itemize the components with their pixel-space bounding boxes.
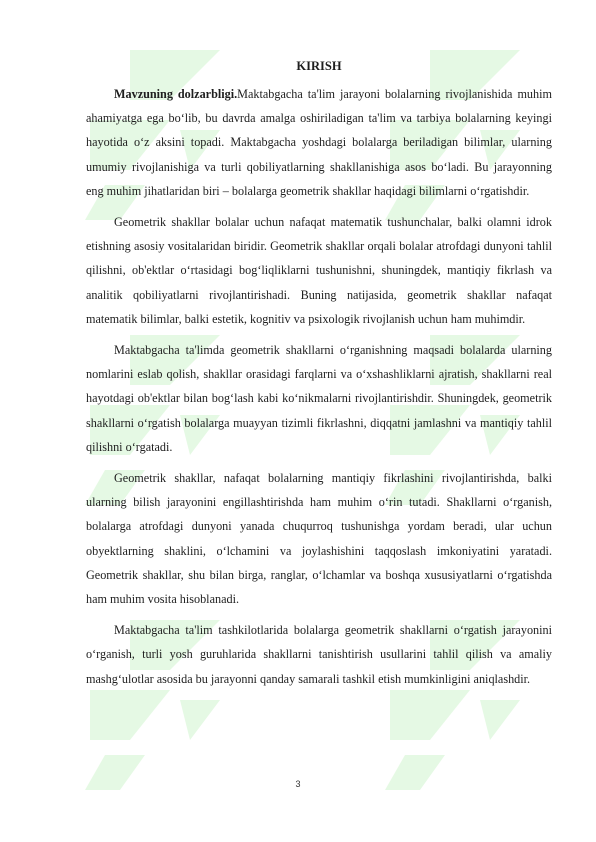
- paragraph: Geometrik shakllar bolalar uchun nafaqat matematik tushunchalar, balki olamni idrok etishning asosiy vositalaridan biridir. Geometrik shakllar orqali bolalar atrofdagi dunyoni tahlil qilishni, ob'ektlar o‘rtasidagi bog‘liqliklarni tushunishni, shuningdek, mantiqiy fikrlash va analitik qobiliyatlarni rivojlantirishadi. Buning natijasida, geometrik shakllar nafaqat matematik bilimlar, balki estetik, kognitiv va psixologik rivojlanish uchun ham muhimdir.: [86, 215, 552, 326]
- paragraph: Geometrik shakllar, nafaqat bolalarning mantiqiy fikrlashini rivojlantirishda, balki ularning bilish jarayonini engillashtirishda ham muhim o‘rin tutadi. Shakllarni o‘rganish, bolalarga atrofdagi dunyoni yanada chuqurroq tushunishga yordam beradi, ular uchun obyektlarning shaklini, o‘lchamini va joylashishini taqqoslash imkoniyatini yaratadi. Geometrik shakllar, shu bilan birga, ranglar, o‘lchamlar va boshqa xususiyatlarni o‘rgatishda ham muhim vosita hisoblanadi.: [86, 471, 552, 607]
- paragraph-text: Maktabgacha ta'lim jarayoni bolalarning rivojlanishida muhim ahamiyatga ega bo‘lib, bu davrda amalga oshiriladigan ta'lim va tarbiya bolalarning keyingi hayotida o‘z aksini topadi. Maktabgacha yoshdagi bolalarga beriladigan bilimlar, ularning umumiy rivojlanishiga va turli qobiliyatlarning shakllanishiga asos bo‘ladi. Bu jarayonning eng muhim jihatlaridan biri – bolalarga geometrik shakllar haqidagi bilimlarni o‘rgatishdir.: [86, 87, 552, 198]
- page-number: 3: [295, 779, 301, 789]
- paragraph: Maktabgacha ta'lim tashkilotlarida bolalarga geometrik shakllarni o‘rgatish jarayonini o‘rganish, turli yosh guruhlarida shakllarni tanishtirish usullarini tahlil qilish va amaliy mashg‘ulotlar asosida bu jarayonni qanday samarali tashkil etish mumkinligini aniqlashdir.: [86, 623, 552, 686]
- paragraph-relevance: [86, 82, 552, 203]
- paragraph-lead: Mavzuning dolzarbligi.: [114, 87, 238, 101]
- paragraph: Maktabgacha ta'limda geometrik shakllarni o‘rganishning maqsadi bolalarda ularning nomlarini eslab qolish, shakllar orasidagi farqlarni va o‘xshashliklarni ajratish, shakllarni real hayotdagi ob'ektlar bilan bog‘lash kabi ko‘nikmalarni rivojlantirishdir. Shuningdek, geometrik shakllarni o‘rgatish bolalarga muayyan tizimli fikrlashni, diqqatni jamlashni va mantiqiy tahlil qilishni o‘rgatadi.: [86, 343, 552, 454]
- document-page: [86, 56, 552, 698]
- document-title: KIRISH: [296, 59, 342, 73]
